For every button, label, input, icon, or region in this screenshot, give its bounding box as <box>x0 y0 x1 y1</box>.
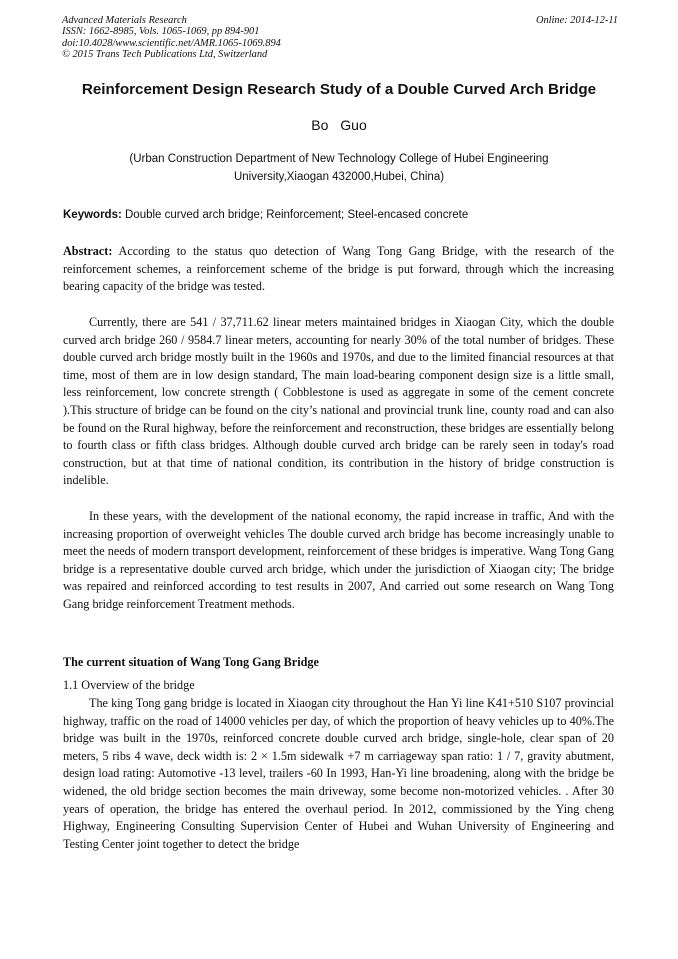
online-date: Online: 2014-12-11 <box>535 15 618 26</box>
keywords-text: Double curved arch bridge; Reinforcement; Steel-encased concrete <box>121 209 469 221</box>
affiliation-line-1: (Urban Construction Department of New Technology College of Hubei Engineering <box>129 153 549 165</box>
affiliation-line-2: University,Xiaogan 432000,Hubei, China) <box>233 170 445 183</box>
journal-issn: ISSN: 1662-8985, Vols. 1065-1069, pp 894-901 <box>62 26 260 38</box>
journal-header <box>62 15 618 60</box>
keywords-label: Keywords: <box>63 209 122 221</box>
keywords <box>63 207 619 223</box>
abstract <box>63 243 614 296</box>
author-name: Bo Guo <box>311 117 367 133</box>
author-affiliation <box>0 151 678 186</box>
section-heading: The current situation of Wang Tong Gang Bridge <box>63 655 319 669</box>
body-paragraph-3: The king Tong gang bridge is located in Xiaogan city throughout the Han Yi line K41+510 S107 provincial highway, traffic on the road of 14000 vehicles per day, of which the proportion of heavy vehicles up to 40%.The bridge was built in the 1970s, reinforced concrete double curved arch bridge, single-hole, clear span of 20 meters, 5 ribs 4 wave, deck width is: 2 × 1.5m sidewalk +7 m carriageway span ratio: 1 / 7, gravity abutment, design load rating: Automotive -13 level, trailers -60 In 1993, Han-Yi line broadening, along with the bridge be widened, the old bridge section becomes the main driveway, some become non-motorized vehicles. . After 30 years of operation, the bridge has entered the overhaul period. In 2012, commissioned by the Ying cheng Highway, Engineering Consulting Supervision Center of Hubei and Wuhan University of Engineering and Testing Center joint together to detect the bridge <box>63 696 614 851</box>
journal-copyright: © 2015 Trans Tech Publications Ltd, Switzerland <box>62 48 268 60</box>
journal-name: Advanced Materials Research <box>62 15 187 26</box>
body-paragraph-2: In these years, with the development of the national economy, the rapid increase in traffic, And with the increasing proportion of overweight vehicles The double curved arch bridge has become increasingly unable to meet the needs of modern transport development, reinforcement of these bridges is imperative. Wang Tong Gang bridge is a representative double curved arch bridge, which under the jurisdiction of Xiaogan city; The bridge was repaired and reinforced according to test results in 2007, And carried out some research on Wang Tong Gang bridge reinforcement Treatment methods. <box>63 509 614 611</box>
subsection-heading: 1.1 Overview of the bridge <box>63 678 195 692</box>
abstract-label: Abstract: <box>63 244 113 258</box>
body-paragraph-1: Currently, there are 541 / 37,711.62 linear meters maintained bridges in Xiaogan City, which the double curved arch bridge 260 / 9584.7 linear meters, accounting for nearly 30% of the total number of bridges. These double curved arch bridge mostly built in the 1960s and 1970s, and due to the limited financial resources at that time, most of them are in low design standard, The main load-bearing component design size is a little small, less reinforcement, low concrete strength ( Cobblestone is used as aggregate in some of the cement concrete ).This structure of bridge can be found on the city’s national and provincial trunk line, county road and can also be found on the Rural highway, before the reinforcement and reconstruction, these bridges are essentially belong to fourth class or fifth class bridges. Although double curved arch bridge can be rarely seen in today's road construction, but at that time of national condition, its contribution in the history of bridge construction is indelible. <box>63 315 614 488</box>
abstract-text: According to the status quo detection of Wang Tong Gang Bridge, with the research of the reinforcement schemes, a reinforcement scheme of the bridge is put forward, through which the increasing bearing capacity of the bridge was tested. <box>63 244 614 294</box>
paper-title: Reinforcement Design Research Study of a Double Curved Arch Bridge <box>81 81 597 98</box>
journal-doi: doi:10.4028/www.scientific.net/AMR.1065-1069.894 <box>62 37 281 49</box>
